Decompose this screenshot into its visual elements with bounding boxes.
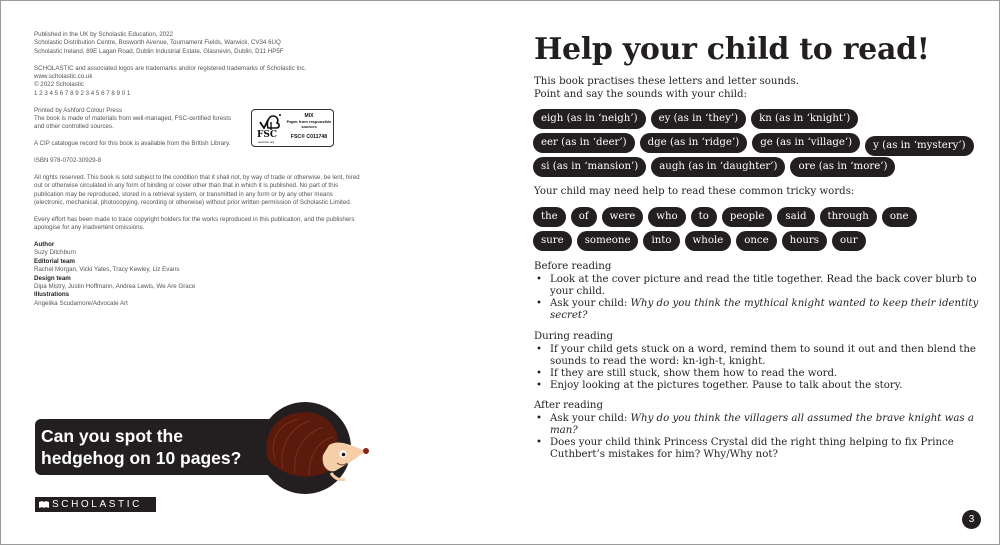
tricky-word-pill: sure	[533, 231, 572, 251]
tricky-word-pill: through	[820, 207, 877, 227]
fsc-wordmark: FSC	[257, 130, 278, 140]
page-title: Help your child to read!	[534, 32, 930, 67]
tricky-word-pill: into	[643, 231, 679, 251]
during-reading-heading: During reading	[534, 331, 614, 342]
printer-line: Printed by Ashford Colour Press	[34, 106, 123, 114]
credit-heading-author: Author	[34, 241, 55, 249]
imprint-line: Scholastic Distribution Centre, Bosworth Avenue, Tournament Fields, Warwick, CV34 6UQ	[34, 39, 281, 47]
materials-line: The book is made of materials from well-managed, FSC-certified forests and other controlled sources.	[34, 115, 232, 131]
fsc-logo	[251, 109, 334, 147]
after-reading-section	[534, 400, 994, 462]
sound-pill: ey (as in ‘they’)	[651, 109, 747, 129]
trademark-line: SCHOLASTIC and associated logos are trademarks and/or registered trademarks of Scholastic Inc.	[34, 64, 307, 72]
sound-pill: augh (as in ‘daughter’)	[651, 157, 785, 177]
hedgehog-eye	[342, 453, 346, 457]
credit-names-illustrations: Angelika Scudamore/Advocate Art	[34, 299, 128, 307]
after-reading-item	[534, 413, 994, 437]
hedgehog-nose	[363, 448, 369, 454]
sound-pill: kn (as in ‘knight’)	[751, 109, 858, 129]
intro-text	[534, 75, 954, 101]
hedgehog-illustration	[253, 399, 373, 497]
sound-pill: ge (as in ‘village’)	[752, 133, 860, 153]
credit-heading-design: Design team	[34, 274, 71, 282]
open-book-icon	[39, 501, 49, 508]
sound-row	[533, 133, 974, 156]
credit-names-design: Dipa Mistry, Justin Hoffmann, Andrea Lewis, We Are Grace	[34, 283, 196, 291]
sound-pill: si (as in ‘mansion’)	[533, 157, 646, 177]
during-reading-item: • Enjoy looking at the pictures together. Pause to talk about the story.	[534, 380, 984, 392]
after-reading-heading: After reading	[534, 400, 604, 411]
before-reading-item	[534, 274, 984, 298]
tricky-word-pill: people	[722, 207, 773, 227]
tricky-word-pill: who	[648, 207, 685, 227]
before-reading-section	[534, 261, 984, 323]
tricky-word-pill: the	[533, 207, 566, 227]
fsc-mix-label: MIX	[304, 113, 314, 119]
during-reading-item: • If they are still stuck, show them how to read the word.	[534, 368, 984, 380]
imprint-text	[34, 31, 364, 308]
fsc-paper-label: Paper from responsible sources	[286, 119, 332, 129]
tricky-word-pill: to	[691, 207, 717, 227]
tricky-word-pill: someone	[577, 231, 639, 251]
sound-pill: eer (as in ‘deer’)	[533, 133, 635, 153]
fsc-url: www.fsc.org	[258, 140, 275, 144]
after-reading-question: Why do you think the villagers all assumed the brave knight was a man?	[550, 412, 974, 436]
fsc-code: FSC® C011748	[290, 134, 328, 140]
imprint-line: Published in the UK by Scholastic Education, 2022	[34, 31, 173, 38]
intro-line: Point and say the sounds with your child:	[534, 89, 747, 100]
sound-row	[533, 157, 895, 177]
after-reading-item-prefix: Ask your child:	[550, 412, 631, 424]
tricky-word-pill: once	[736, 231, 776, 251]
after-reading-item	[534, 437, 970, 461]
before-reading-item-text: Look at the cover picture and read the title together. Read the back cover blurb to your child.	[550, 273, 977, 297]
credit-names-editorial: Rachel Morgan, Vicki Yates, Tracy Kewley, Liz Evans	[34, 266, 180, 274]
hedgehog-banner-line1: Can you spot the	[41, 426, 183, 446]
sound-row	[533, 109, 858, 129]
tricky-word-pill: said	[777, 207, 814, 227]
credit-names-author: Suzy Ditchburn	[34, 249, 76, 257]
effort-paragraph: Every effort has been made to trace copyright holders for the works reproduced in this publication, and the publishers apologise for any inadvertent omissions.	[34, 215, 355, 232]
copyright-line: © 2022 Scholastic	[34, 81, 84, 89]
website-link: www.scholastic.co.uk	[34, 73, 93, 81]
credit-heading-illustrations: Illustrations	[34, 291, 70, 299]
before-reading-item	[534, 298, 984, 322]
imprint-line: Scholastic Ireland, 89E Lagan Road, Dublin Industrial Estate, Glasnevin, Dublin, D11 HP5F	[34, 47, 284, 55]
credit-heading-editorial: Editorial team	[34, 257, 75, 265]
cip-line: A CIP catalogue record for this book is available from the British Library.	[34, 140, 231, 148]
sound-pill: y (as in ‘mystery’)	[865, 136, 973, 156]
tricky-word-pill: hours	[782, 231, 827, 251]
during-reading-item: • If your child gets stuck on a word, remind them to sound it out and then blend the sounds to read the word: kn-igh-t, knight.	[534, 344, 984, 368]
rights-paragraph: All rights reserved. This book is sold subject to the condition that it shall not, by way of trade or otherwise, be lent, hired out or otherwise circulated in any form of binding or cover other than that in which it is published. No part of this publication may be reproduced, stored in a retrieval system, or transmitted in any form or by any other means (electronic, mechanical, photocopying, recording or otherwise) without prior written permission of Scholastic Limited.	[34, 173, 360, 207]
sound-pill: ore (as in ‘more’)	[790, 157, 895, 177]
hedgehog-banner-line2: hedgehog on 10 pages?	[41, 448, 242, 468]
tricky-row	[533, 207, 917, 227]
during-reading-section	[534, 331, 984, 393]
tricky-word-pill: of	[571, 207, 597, 227]
publisher-wordmark: SCHOLASTIC	[52, 499, 142, 510]
after-reading-item-text: Does your child think Princess Crystal did the right thing helping to fix Prince Cuthbert’s mistakes for him? Why/Why not?	[550, 437, 954, 461]
before-reading-item-prefix: Ask your child:	[550, 298, 631, 310]
scholastic-logo	[35, 497, 156, 512]
tricky-word-pill: whole	[685, 231, 732, 251]
before-reading-question: Why do you think the mythical knight wanted to keep their identity secret?	[550, 298, 979, 322]
tricky-words-intro: Your child may need help to read these common tricky words:	[534, 186, 855, 197]
tricky-word-pill: one	[882, 207, 917, 227]
tricky-word-pill: our	[832, 231, 866, 251]
sound-pill: dge (as in ‘ridge’)	[640, 133, 748, 153]
tricky-word-pill: were	[602, 207, 644, 227]
isbn-line: ISBN 978-0702-30929-8	[34, 157, 102, 165]
page-number-badge: 3	[962, 510, 981, 529]
tricky-row	[533, 231, 866, 251]
intro-line: This book practises these letters and letter sounds.	[534, 76, 800, 87]
print-run-line: 1 2 3 4 5 6 7 8 9 2 3 4 5 6 7 8 9 0 1	[34, 89, 131, 97]
sound-pill: eigh (as in ‘neigh’)	[533, 109, 646, 129]
before-reading-heading: Before reading	[534, 261, 612, 272]
